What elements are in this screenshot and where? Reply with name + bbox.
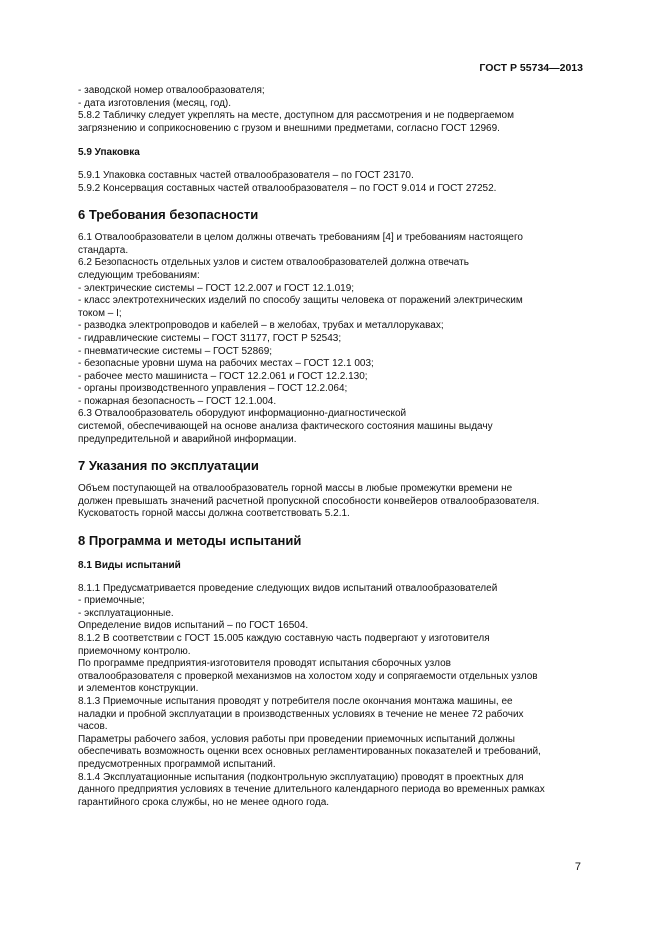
paragraph-line: 8.1.2 В соответствии с ГОСТ 15.005 каждую составную часть подвергают у изготовителя — [78, 633, 490, 644]
paragraph-line: обеспечивать возможность оценки всех основных регламентированных показателей и требований, — [78, 746, 541, 758]
paragraph-line: 5.8.2 Табличку следует укреплять на месте, доступном для рассмотрения и не подвергаемом — [78, 110, 514, 122]
paragraph-line: По программе предприятия-изготовителя проводят испытания сборочных узлов — [78, 658, 451, 670]
paragraph-line: Определение видов испытаний – по ГОСТ 16504. — [78, 620, 309, 632]
paragraph-line: 5.9.1 Упаковка составных частей отвалообразователя – по ГОСТ 23170. — [78, 169, 414, 181]
list-item: - эксплуатационные. — [78, 607, 174, 619]
paragraph-line: системой, обеспечивающей на основе анализа фактического состояния машины выдачу — [78, 421, 493, 433]
page-header: ГОСТ Р 55734—2013 — [479, 62, 583, 74]
list-item: - пневматические системы – ГОСТ 52869; — [78, 345, 273, 357]
paragraph-line: приемочному контролю. — [78, 645, 191, 657]
paragraph-line: гарантийного срока службы, но не менее одного года. — [78, 796, 330, 808]
paragraph-line: 8.1.3 Приемочные испытания проводят у потребителя после окончания монтажа машины, ее — [78, 695, 513, 707]
paragraph-line: Параметры рабочего забоя, условия работы при проведении приемочных испытаний должны — [78, 733, 515, 745]
paragraph-line: загрязнению и соприкосновению с грузом и внешними предметами, согласно ГОСТ 12969. — [78, 122, 500, 134]
paragraph-line: 8.1.1 Предусматривается проведение следующих видов испытаний отвалообразователей — [78, 582, 498, 594]
paragraph-line: 8.1.4 Эксплуатационные испытания (подконтрольную эксплуатацию) проводят в проектных для — [78, 771, 524, 783]
paragraph-line: стандарта. — [78, 244, 129, 256]
list-item: - органы производственного управления – ГОСТ 12.2.064; — [78, 383, 348, 395]
list-item: - пожарная безопасность – ГОСТ 12.1.004. — [78, 395, 277, 407]
paragraph-line: 6.1 Отвалообразователи в целом должны отвечать требованиям [4] и требованиям настоящего — [78, 232, 523, 244]
list-item: - электрические системы – ГОСТ 12.2.007 и ГОСТ 12.1.019; — [78, 282, 355, 294]
list-item: - безопасные уровни шума на рабочих местах – ГОСТ 12.1 003; — [78, 358, 374, 370]
section-heading-6: 6 Требования безопасности — [78, 207, 259, 223]
list-item: - заводской номер отвалообразователя; — [78, 85, 265, 96]
document-body — [78, 85, 583, 809]
paragraph-line: 5.9.2 Консервация составных частей отвалообразователя – по ГОСТ 9.014 и ГОСТ 27252. — [78, 182, 497, 194]
paragraph-line: и элементов конструкции. — [78, 683, 199, 695]
section-heading-8-1: 8.1 Виды испытаний — [78, 560, 181, 572]
list-item: - приемочные; — [78, 595, 145, 607]
section-heading-7: 7 Указания по эксплуатации — [78, 458, 259, 474]
paragraph-line: данного предприятия условиях в течение длительного календарного периода во временных рамках — [78, 784, 545, 796]
paragraph-line: следующим требованиям: — [78, 269, 200, 281]
paragraph-line: Объем поступающей на отвалообразователь горной массы в любые промежутки времени не — [78, 483, 513, 495]
paragraph-line: 6.3 Отвалообразователь оборудуют информационно-диагностической — [78, 408, 407, 420]
paragraph-line: наладки и пробной эксплуатации в производственных условиях в течение не менее 72 рабочих — [78, 708, 524, 720]
paragraph-line: Кусковатость горной массы должна соответствовать 5.2.1. — [78, 508, 350, 520]
paragraph-line: предупредительной и аварийной информации. — [78, 433, 297, 445]
paragraph-line: 6.2 Безопасность отдельных узлов и систем отвалообразователей должна отвечать — [78, 257, 469, 269]
section-heading-8: 8 Программа и методы испытаний — [78, 533, 302, 549]
paragraph-line: должен превышать значений расчетной пропускной способности конвейеров отвалообразователя. — [78, 495, 540, 507]
list-item: - класс электротехнических изделий по способу защиты человека от поражений электрическим — [78, 295, 523, 307]
page-number: 7 — [574, 861, 581, 873]
list-item: - разводка электропроводов и кабелей – в желобах, трубах и металлорукавах; — [78, 320, 444, 332]
list-item: - дата изготовления (месяц, год). — [78, 97, 232, 109]
list-item: током – I; — [78, 307, 122, 319]
list-item: - гидравлические системы – ГОСТ 31177, ГОСТ Р 52543; — [78, 332, 342, 344]
paragraph-line: предусмотренных программой испытаний. — [78, 758, 276, 770]
list-item: - рабочее место машиниста – ГОСТ 12.2.061 и ГОСТ 12.2.130; — [78, 370, 368, 382]
section-heading-5-9: 5.9 Упаковка — [78, 147, 140, 159]
paragraph-line: отвалообразователя с проверкой механизмов на холостом ходу и сопрягаемости отдельных узлов — [78, 670, 538, 682]
paragraph-line: часов. — [78, 721, 108, 733]
